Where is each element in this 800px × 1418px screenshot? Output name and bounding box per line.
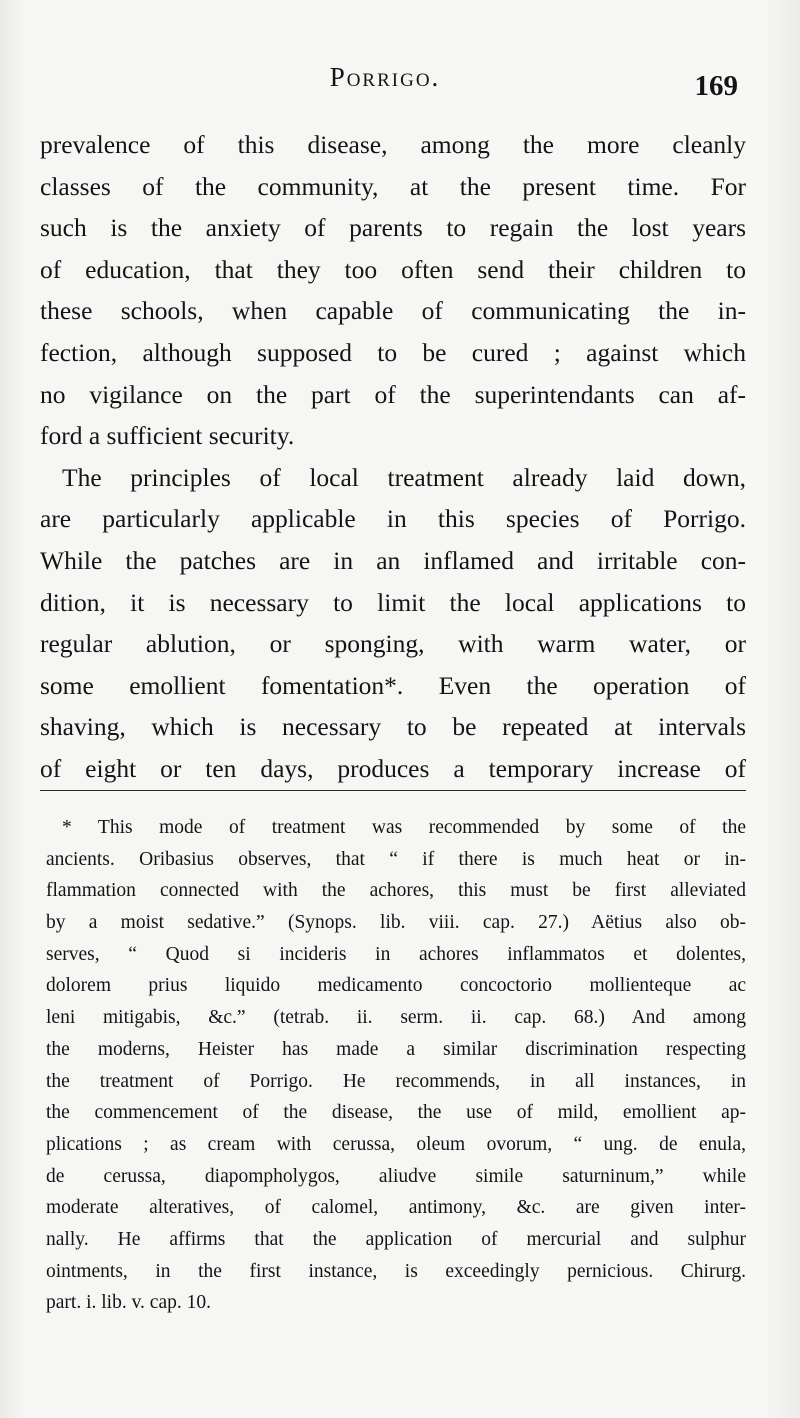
body-line: these schools, when capable of communicating the in- [40, 296, 746, 326]
footnote-line: serves, “ Quod si incideris in achores inflammatos et dolentes, [46, 943, 746, 965]
footnote-line: * This mode of treatment was recommended by some of the [62, 817, 746, 838]
page-number: 169 [694, 70, 738, 102]
running-head [0, 62, 800, 106]
body-line: classes of the community, at the present time. For [40, 171, 746, 201]
body-line: While the patches are in an inflamed and irritable con- [40, 545, 746, 575]
body-line: such is the anxiety of parents to regain the lost years [40, 213, 746, 243]
body-line: are particularly applicable in this species of Porrigo. [40, 504, 746, 534]
body-line: dition, it is necessary to limit the local applications to [40, 587, 746, 617]
body-line: prevalence of this disease, among the more cleanly [40, 130, 746, 159]
body-line: some emollient fomentation*. Even the operation of [40, 670, 746, 700]
footnote-rule [40, 790, 746, 791]
footnote-line: ointments, in the first instance, is exceedingly pernicious. Chirurg. [46, 1260, 746, 1282]
footnote-line: leni mitigabis, &c.” (tetrab. ii. serm. ii. cap. 68.) And among [46, 1007, 746, 1029]
body-line: fection, although supposed to be cured ; against which [40, 337, 746, 367]
footnote-line: the commencement of the disease, the use of mild, emollient ap- [46, 1102, 746, 1124]
body-line: The principles of local treatment already laid down, [62, 462, 746, 492]
body-line: of education, that they too often send their children to [40, 254, 746, 284]
body-line: shaving, which is necessary to be repeated at intervals [40, 712, 746, 742]
footnote-line: the moderns, Heister has made a similar discrimination respecting [46, 1038, 746, 1060]
running-title: Porrigo. [329, 62, 441, 92]
footnote-line: the treatment of Porrigo. He recommends, in all instances, in [46, 1070, 746, 1092]
footnote-line: by a moist sedative.” (Synops. lib. viii. cap. 27.) Aëtius also ob- [46, 912, 746, 934]
footnote-line: flammation connected with the achores, this must be first alleviated [46, 880, 746, 902]
body-line: ford a sufficient security. [40, 421, 295, 451]
footnote-line: dolorem prius liquido medicamento concoctorio mollienteque ac [46, 975, 746, 997]
body-line: no vigilance on the part of the superintendants can af- [40, 379, 746, 409]
footnote-line: moderate alteratives, of calomel, antimony, &c. are given inter- [46, 1197, 746, 1219]
body-line: regular ablution, or sponging, with warm water, or [40, 629, 746, 659]
footnote [46, 812, 746, 1319]
footnote-line: plications ; as cream with cerussa, oleum ovorum, “ ung. de enula, [46, 1133, 746, 1155]
body-line: of eight or ten days, produces a temporary increase of [40, 753, 746, 783]
footnote-line: part. i. lib. v. cap. 10. [46, 1292, 211, 1314]
footnote-line: ancients. Oribasius observes, that “ if there is much heat or in- [46, 848, 746, 870]
footnote-line: de cerussa, diapompholygos, aliudve simile saturninum,” while [46, 1165, 746, 1187]
footnote-line: nally. He affirms that the application of mercurial and sulphur [46, 1228, 746, 1250]
body-text [40, 124, 746, 790]
